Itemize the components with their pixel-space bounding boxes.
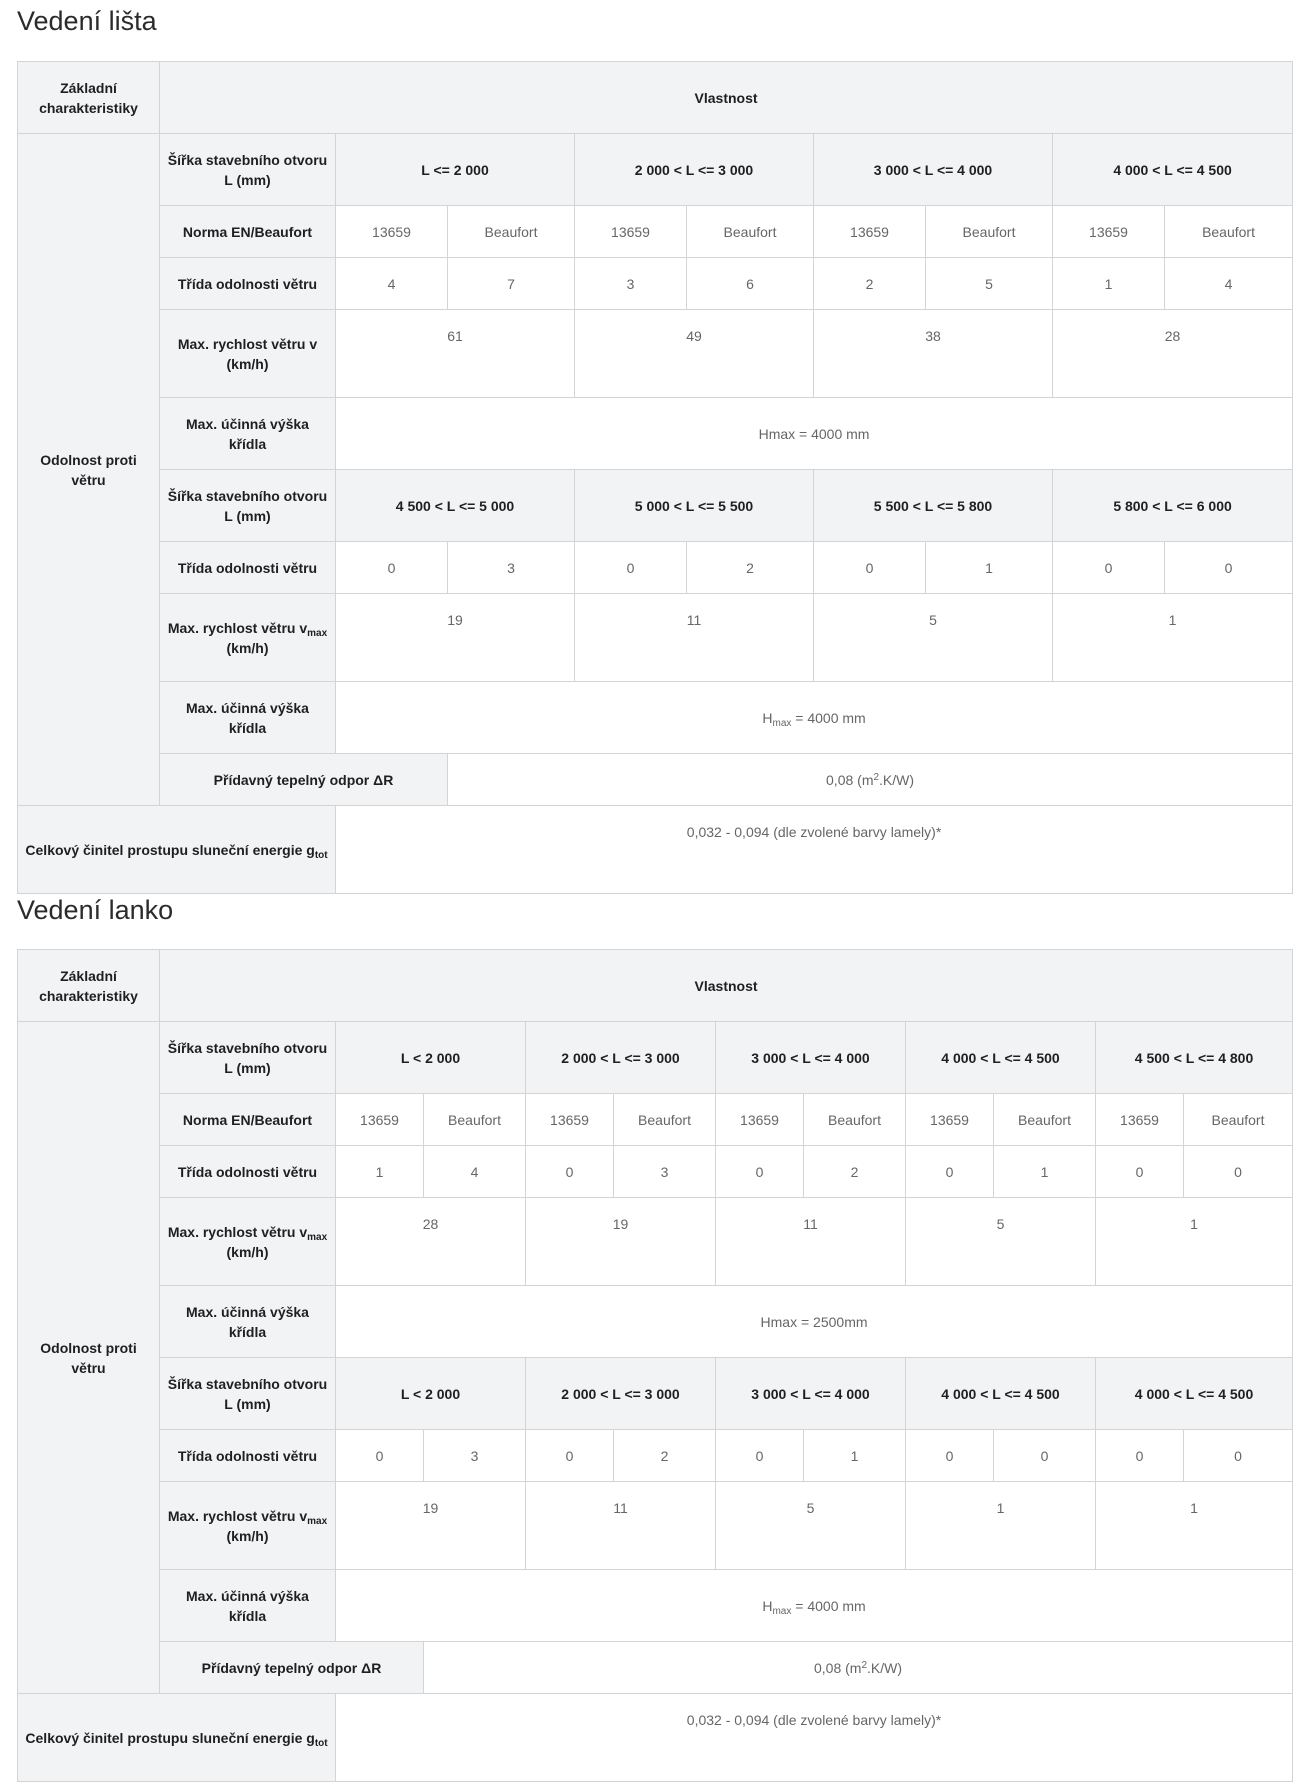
value-text: .K/W) xyxy=(879,771,915,788)
range-cell: L < 2 000 xyxy=(336,1358,526,1430)
row-label-sirka: Šířka stavebního otvoru L (mm) xyxy=(160,470,336,542)
norm-cell: Beaufort xyxy=(448,206,575,258)
value-cell: 1 xyxy=(804,1430,906,1482)
norm-cell: Beaufort xyxy=(926,206,1053,258)
table-row xyxy=(18,1358,1293,1430)
label-text: (km/h) xyxy=(226,1243,269,1260)
value-cell: 19 xyxy=(526,1198,716,1286)
subscript: max xyxy=(772,717,792,729)
superscript: 2 xyxy=(873,771,880,783)
value-cell: 0 xyxy=(716,1430,804,1482)
table-row xyxy=(18,398,1293,470)
table-row xyxy=(18,62,1293,134)
value-cell: 1 xyxy=(906,1482,1096,1570)
table-row xyxy=(18,134,1293,206)
row-label-trida: Třída odolnosti větru xyxy=(160,1146,336,1198)
norm-cell: 13659 xyxy=(1096,1094,1184,1146)
spec-table-vedeni-lista xyxy=(17,61,1293,894)
value-cell: 2 xyxy=(814,258,926,310)
table-row xyxy=(18,1094,1293,1146)
value-cell: 11 xyxy=(716,1198,906,1286)
table-row xyxy=(18,1694,1293,1782)
norm-cell: Beaufort xyxy=(1165,206,1293,258)
value-cell: 2 xyxy=(804,1146,906,1198)
value-cell: 2 xyxy=(614,1430,716,1482)
subscript: tot xyxy=(314,849,328,861)
row-label-rychlost-vmax xyxy=(160,594,336,682)
row-label-odpor: Přídavný tepelný odpor ΔR xyxy=(160,1642,424,1694)
norm-cell: 13659 xyxy=(526,1094,614,1146)
value-cell: 3 xyxy=(424,1430,526,1482)
norm-cell: 13659 xyxy=(814,206,926,258)
row-label-trida: Třída odolnosti větru xyxy=(160,1430,336,1482)
value-cell: 6 xyxy=(687,258,814,310)
range-cell: 4 000 < L <= 4 500 xyxy=(906,1358,1096,1430)
value-cell-hmax xyxy=(336,1570,1293,1642)
norm-cell: Beaufort xyxy=(804,1094,906,1146)
row-label-rychlost-vmax xyxy=(160,1482,336,1570)
header-zakladni-charakteristiky: Základní charakteristiky xyxy=(18,950,160,1022)
row-group-odolnost-proti-vetru: Odolnost proti větru xyxy=(18,1022,160,1694)
value-cell: 1 xyxy=(994,1146,1096,1198)
norm-cell: Beaufort xyxy=(1184,1094,1293,1146)
row-label-norma: Norma EN/Beaufort xyxy=(160,1094,336,1146)
value-text: H xyxy=(762,1597,773,1614)
range-cell: 5 800 < L <= 6 000 xyxy=(1053,470,1293,542)
value-cell: 0 xyxy=(336,1430,424,1482)
range-cell: 3 000 < L <= 4 000 xyxy=(716,1022,906,1094)
value-cell-odpor xyxy=(448,754,1293,806)
norm-cell: Beaufort xyxy=(994,1094,1096,1146)
value-cell: 4 xyxy=(336,258,448,310)
value-cell: 0 xyxy=(575,542,687,594)
subscript: max xyxy=(772,1605,792,1617)
row-label-sirka: Šířka stavebního otvoru L (mm) xyxy=(160,1022,336,1094)
value-text: = 4000 mm xyxy=(791,1597,866,1614)
value-cell: 5 xyxy=(716,1482,906,1570)
label-text: (km/h) xyxy=(226,1527,269,1544)
table-row xyxy=(18,206,1293,258)
value-cell: 0 xyxy=(994,1430,1096,1482)
label-text: Celkový činitel prostupu sluneční energie g xyxy=(25,1729,315,1746)
table-row xyxy=(18,310,1293,398)
value-cell: 3 xyxy=(448,542,575,594)
value-cell: 7 xyxy=(448,258,575,310)
norm-cell: Beaufort xyxy=(614,1094,716,1146)
value-cell: 3 xyxy=(614,1146,716,1198)
value-cell: 0 xyxy=(1053,542,1165,594)
label-text: Max. rychlost větru v xyxy=(167,619,308,636)
table-row xyxy=(18,1430,1293,1482)
subscript: tot xyxy=(314,1737,328,1749)
value-cell: 0 xyxy=(1165,542,1293,594)
value-cell: 49 xyxy=(575,310,814,398)
row-label-sirka: Šířka stavebního otvoru L (mm) xyxy=(160,1358,336,1430)
value-cell: 2 xyxy=(687,542,814,594)
norm-cell: Beaufort xyxy=(424,1094,526,1146)
subscript: max xyxy=(307,1515,328,1527)
table-row xyxy=(18,806,1293,894)
label-text: Max. rychlost větru v xyxy=(167,1507,308,1524)
section-title-vedeni-lista: Vedení lišta xyxy=(17,6,157,36)
row-label-vyska: Max. účinná výška křídla xyxy=(160,682,336,754)
value-cell: 0 xyxy=(814,542,926,594)
table-row xyxy=(18,258,1293,310)
value-text: .K/W) xyxy=(867,1659,903,1676)
norm-cell: 13659 xyxy=(336,206,448,258)
norm-cell: 13659 xyxy=(575,206,687,258)
row-label-sirka: Šířka stavebního otvoru L (mm) xyxy=(160,134,336,206)
value-cell: 0 xyxy=(1096,1146,1184,1198)
value-text: 0,08 (m xyxy=(826,771,874,788)
value-text: 0,08 (m xyxy=(814,1659,862,1676)
range-cell: 4 000 < L <= 4 500 xyxy=(906,1022,1096,1094)
table-row xyxy=(18,1198,1293,1286)
value-cell: Hmax = 4000 mm xyxy=(336,398,1293,470)
value-cell: 1 xyxy=(1053,594,1293,682)
row-label-odpor: Přídavný tepelný odpor ΔR xyxy=(160,754,448,806)
table-row xyxy=(18,1022,1293,1094)
value-cell: 0 xyxy=(716,1146,804,1198)
value-cell: 0 xyxy=(526,1430,614,1482)
range-cell: 3 000 < L <= 4 000 xyxy=(814,134,1053,206)
norm-cell: 13659 xyxy=(336,1094,424,1146)
table-row xyxy=(18,950,1293,1022)
value-cell: 1 xyxy=(926,542,1053,594)
value-cell: 28 xyxy=(1053,310,1293,398)
row-label-trida: Třída odolnosti větru xyxy=(160,258,336,310)
value-cell: 1 xyxy=(336,1146,424,1198)
range-cell: 5 500 < L <= 5 800 xyxy=(814,470,1053,542)
value-cell: 5 xyxy=(906,1198,1096,1286)
range-cell: L < 2 000 xyxy=(336,1022,526,1094)
table-row xyxy=(18,754,1293,806)
value-cell: 0 xyxy=(906,1146,994,1198)
table-row xyxy=(18,542,1293,594)
value-cell: 0 xyxy=(336,542,448,594)
value-cell: 28 xyxy=(336,1198,526,1286)
row-label-celkovy xyxy=(18,806,336,894)
value-cell: 11 xyxy=(526,1482,716,1570)
value-text: H xyxy=(762,709,773,726)
value-cell: 5 xyxy=(926,258,1053,310)
row-label-vyska: Max. účinná výška křídla xyxy=(160,398,336,470)
range-cell: 3 000 < L <= 4 000 xyxy=(716,1358,906,1430)
value-cell: 61 xyxy=(336,310,575,398)
row-label-trida: Třída odolnosti větru xyxy=(160,542,336,594)
value-cell: 1 xyxy=(1053,258,1165,310)
range-cell: 2 000 < L <= 3 000 xyxy=(526,1022,716,1094)
value-cell: 1 xyxy=(1096,1198,1293,1286)
row-label-celkovy xyxy=(18,1694,336,1782)
spec-table-vedeni-lanko xyxy=(17,949,1293,1782)
value-cell: Hmax = 2500mm xyxy=(336,1286,1293,1358)
value-cell: 4 xyxy=(424,1146,526,1198)
row-label-vyska: Max. účinná výška křídla xyxy=(160,1286,336,1358)
range-cell: 2 000 < L <= 3 000 xyxy=(526,1358,716,1430)
label-text: Celkový činitel prostupu sluneční energie g xyxy=(25,841,315,858)
value-cell: 0,032 - 0,094 (dle zvolené barvy lamely)* xyxy=(336,806,1293,894)
table-row xyxy=(18,1482,1293,1570)
norm-cell: Beaufort xyxy=(687,206,814,258)
value-cell: 3 xyxy=(575,258,687,310)
header-zakladni-charakteristiky: Základní charakteristiky xyxy=(18,62,160,134)
value-cell: 0 xyxy=(1184,1146,1293,1198)
row-label-vyska: Max. účinná výška křídla xyxy=(160,1570,336,1642)
label-text: Max. rychlost větru v xyxy=(167,1223,308,1240)
value-cell: 11 xyxy=(575,594,814,682)
value-cell-odpor xyxy=(424,1642,1293,1694)
subscript: max xyxy=(307,1231,328,1243)
range-cell: L <= 2 000 xyxy=(336,134,575,206)
table-row xyxy=(18,470,1293,542)
table-row xyxy=(18,682,1293,754)
value-cell-hmax xyxy=(336,682,1293,754)
value-cell: 38 xyxy=(814,310,1053,398)
value-cell: 5 xyxy=(814,594,1053,682)
range-cell: 4 500 < L <= 5 000 xyxy=(336,470,575,542)
value-cell: 0 xyxy=(1096,1430,1184,1482)
value-cell: 4 xyxy=(1165,258,1293,310)
table-row xyxy=(18,1146,1293,1198)
value-cell: 19 xyxy=(336,1482,526,1570)
value-cell: 1 xyxy=(1096,1482,1293,1570)
norm-cell: 13659 xyxy=(716,1094,804,1146)
row-label-norma: Norma EN/Beaufort xyxy=(160,206,336,258)
header-vlastnost: Vlastnost xyxy=(160,950,1293,1022)
table-row xyxy=(18,1286,1293,1358)
range-cell: 4 000 < L <= 4 500 xyxy=(1053,134,1293,206)
range-cell: 2 000 < L <= 3 000 xyxy=(575,134,814,206)
norm-cell: 13659 xyxy=(906,1094,994,1146)
value-cell: 0 xyxy=(1184,1430,1293,1482)
row-label-rychlost-vmax xyxy=(160,1198,336,1286)
value-cell: 0,032 - 0,094 (dle zvolené barvy lamely)* xyxy=(336,1694,1293,1782)
range-cell: 4 000 < L <= 4 500 xyxy=(1096,1358,1293,1430)
row-label-rychlost: Max. rychlost větru v (km/h) xyxy=(160,310,336,398)
table-row xyxy=(18,594,1293,682)
value-cell: 0 xyxy=(906,1430,994,1482)
value-cell: 19 xyxy=(336,594,575,682)
value-text: = 4000 mm xyxy=(791,709,866,726)
range-cell: 5 000 < L <= 5 500 xyxy=(575,470,814,542)
section-title-vedeni-lanko: Vedení lanko xyxy=(17,895,174,925)
header-vlastnost: Vlastnost xyxy=(160,62,1293,134)
norm-cell: 13659 xyxy=(1053,206,1165,258)
range-cell: 4 500 < L <= 4 800 xyxy=(1096,1022,1293,1094)
row-group-odolnost-proti-vetru: Odolnost proti větru xyxy=(18,134,160,806)
superscript: 2 xyxy=(861,1659,868,1671)
table-row xyxy=(18,1570,1293,1642)
subscript: max xyxy=(307,627,328,639)
label-text: (km/h) xyxy=(226,639,269,656)
value-cell: 0 xyxy=(526,1146,614,1198)
table-row xyxy=(18,1642,1293,1694)
